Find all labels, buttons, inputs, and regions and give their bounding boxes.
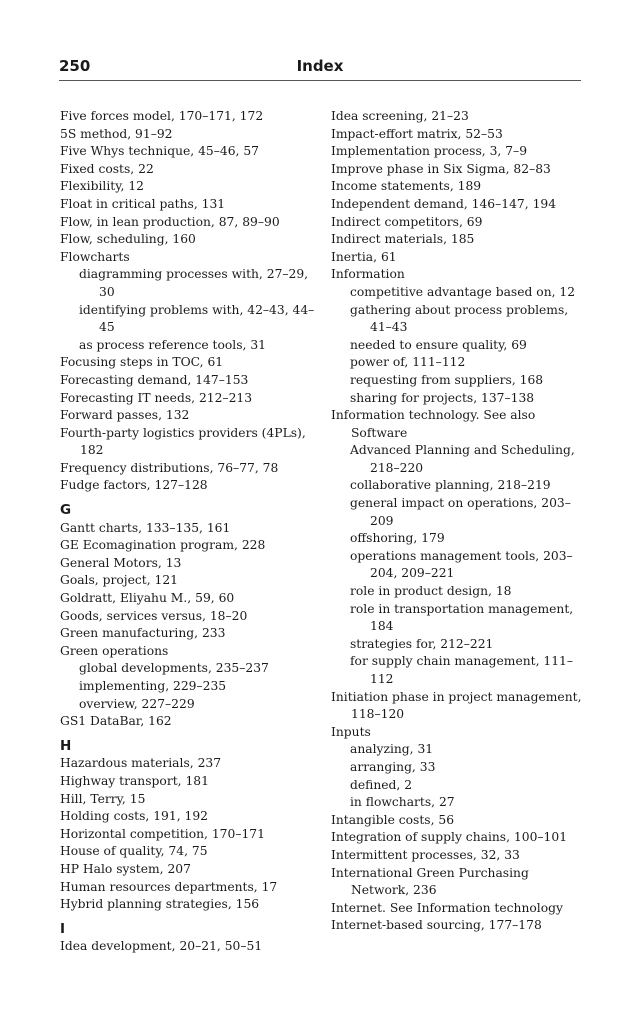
index-entry: Idea screening, 21–23 (331, 109, 469, 123)
index-entry: Holding costs, 191, 192 (60, 809, 208, 824)
index-subentry: needed to ensure quality, 69 (350, 337, 527, 352)
index-column-right (331, 108, 586, 935)
index-subentry: role in transportation management, 184 (350, 601, 574, 634)
index-subentry: arranging, 33 (350, 759, 436, 774)
index-entry: Float in critical paths, 131 (60, 196, 226, 211)
index-entry: Internet. See Information technology (331, 900, 563, 915)
index-subentry: as process reference tools, 31 (79, 337, 266, 352)
index-subentry: power of, 111–112 (350, 355, 466, 370)
index-entry: Information technology. See also Software (331, 408, 536, 440)
index-entry: Fixed costs, 22 (60, 161, 154, 176)
index-subentry: collaborative planning, 218–219 (350, 478, 551, 493)
index-entry: Human resources departments, 17 (60, 879, 278, 894)
index-entry: Independent demand, 146–147, 194 (331, 196, 557, 211)
index-subentry: for supply chain management, 111–112 (350, 654, 574, 686)
index-entry: Improve phase in Six Sigma, 82–83 (331, 161, 551, 176)
index-entry: Forecasting demand, 147–153 (60, 372, 249, 387)
index-entry: Horizontal competition, 170–171 (60, 826, 265, 841)
index-subentry: competitive advantage based on, 12 (350, 284, 576, 299)
index-entry: Goals, project, 121 (60, 573, 178, 588)
index-entry: Hill, Terry, 15 (60, 791, 146, 806)
index-entry: Flowcharts (60, 249, 130, 264)
index-entry: Intermittent processes, 32, 33 (331, 847, 520, 862)
index-subentry: offshoring, 179 (350, 531, 445, 546)
index-entry: Highway transport, 181 (60, 773, 209, 788)
index-entry: GS1 DataBar, 162 (60, 714, 172, 729)
page-number: 250 (59, 57, 91, 75)
index-entry: House of quality, 74, 75 (60, 844, 208, 859)
index-subentry: requesting from suppliers, 168 (350, 372, 544, 387)
index-entry: General Motors, 13 (60, 555, 182, 570)
index-entry: Intangible costs, 56 (331, 812, 455, 827)
index-entry: Five Whys technique, 45–46, 57 (60, 144, 259, 159)
section-letter: H (60, 737, 72, 754)
index-entry: Idea development, 20–21, 50–51 (60, 939, 263, 954)
index-entry: Gantt charts, 133–135, 161 (60, 520, 231, 535)
index-entry: Goldratt, Eliyahu M., 59, 60 (60, 591, 235, 606)
header-rule (59, 80, 581, 81)
index-entry: Fourth-party logistics providers (4PLs), 182 (60, 425, 306, 458)
index-entry: Inertia, 61 (331, 249, 397, 264)
index-entry: Indirect materials, 185 (331, 232, 475, 247)
index-entry: Goods, services versus, 18–20 (60, 608, 248, 623)
index-entry: 5S method, 91–92 (60, 126, 173, 141)
index-entry: GE Ecomagination program, 228 (60, 538, 266, 553)
index-entry: Frequency distributions, 76–77, 78 (60, 460, 279, 475)
index-entry: Forecasting IT needs, 212–213 (60, 390, 253, 405)
index-entry: Five forces model, 170–171, 172 (60, 109, 264, 123)
running-header (59, 58, 581, 80)
index-subentry: role in product design, 18 (350, 584, 512, 599)
section-letter: G (60, 502, 72, 519)
index-subentry: diagramming processes with, 27–29, 30 (79, 267, 309, 299)
index-entry: Green operations (60, 643, 169, 658)
index-entry: Hazardous materials, 237 (60, 756, 222, 771)
index-entry: Flow, in lean production, 87, 89–90 (60, 214, 280, 229)
index-entry: Inputs (331, 724, 371, 739)
index-subentry: gathering about process problems, 41–43 (350, 302, 569, 335)
index-subentry: defined, 2 (350, 777, 413, 792)
index-entry: Information (331, 267, 405, 282)
index-subentry: in flowcharts, 27 (350, 795, 455, 810)
index-subentry: sharing for projects, 137–138 (350, 390, 535, 405)
index-column-left (60, 108, 315, 956)
index-entry: Flexibility, 12 (60, 179, 145, 194)
index-entry: Forward passes, 132 (60, 408, 190, 423)
index-entry: Focusing steps in TOC, 61 (60, 355, 224, 370)
index-entry: Implementation process, 3, 7–9 (331, 144, 528, 159)
index-entry: Indirect competitors, 69 (331, 214, 483, 229)
page-title: Index (296, 57, 344, 75)
index-subentry: overview, 227–229 (79, 696, 195, 711)
index-entry: Hybrid planning strategies, 156 (60, 897, 260, 912)
index-entry: Integration of supply chains, 100–101 (331, 830, 568, 845)
index-subentry: analyzing, 31 (350, 742, 434, 757)
index-entry: Impact-effort matrix, 52–53 (331, 126, 503, 141)
index-entry: Internet-based sourcing, 177–178 (331, 918, 542, 933)
index-subentry: strategies for, 212–221 (350, 636, 494, 651)
index-entry: Initiation phase in project management, 118–120 (331, 689, 582, 722)
index-entry: Fudge factors, 127–128 (60, 478, 208, 493)
index-subentry: Advanced Planning and Scheduling, 218–220 (350, 443, 575, 475)
index-subentry: implementing, 229–235 (79, 679, 227, 693)
index-entry: Income statements, 189 (331, 179, 482, 194)
index-subentry: general impact on operations, 203–209 (350, 496, 571, 528)
index-entry: Green manufacturing, 233 (60, 626, 226, 641)
index-entry: HP Halo system, 207 (60, 861, 191, 876)
section-letter: I (60, 920, 66, 937)
index-subentry: operations management tools, 203–204, 209–221 (350, 548, 573, 581)
index-entry: International Green Purchasing Network, 236 (331, 865, 529, 898)
index-subentry: identifying problems with, 42–43, 44–45 (79, 302, 315, 335)
index-subentry: global developments, 235–237 (79, 661, 269, 676)
index-entry: Flow, scheduling, 160 (60, 232, 196, 247)
